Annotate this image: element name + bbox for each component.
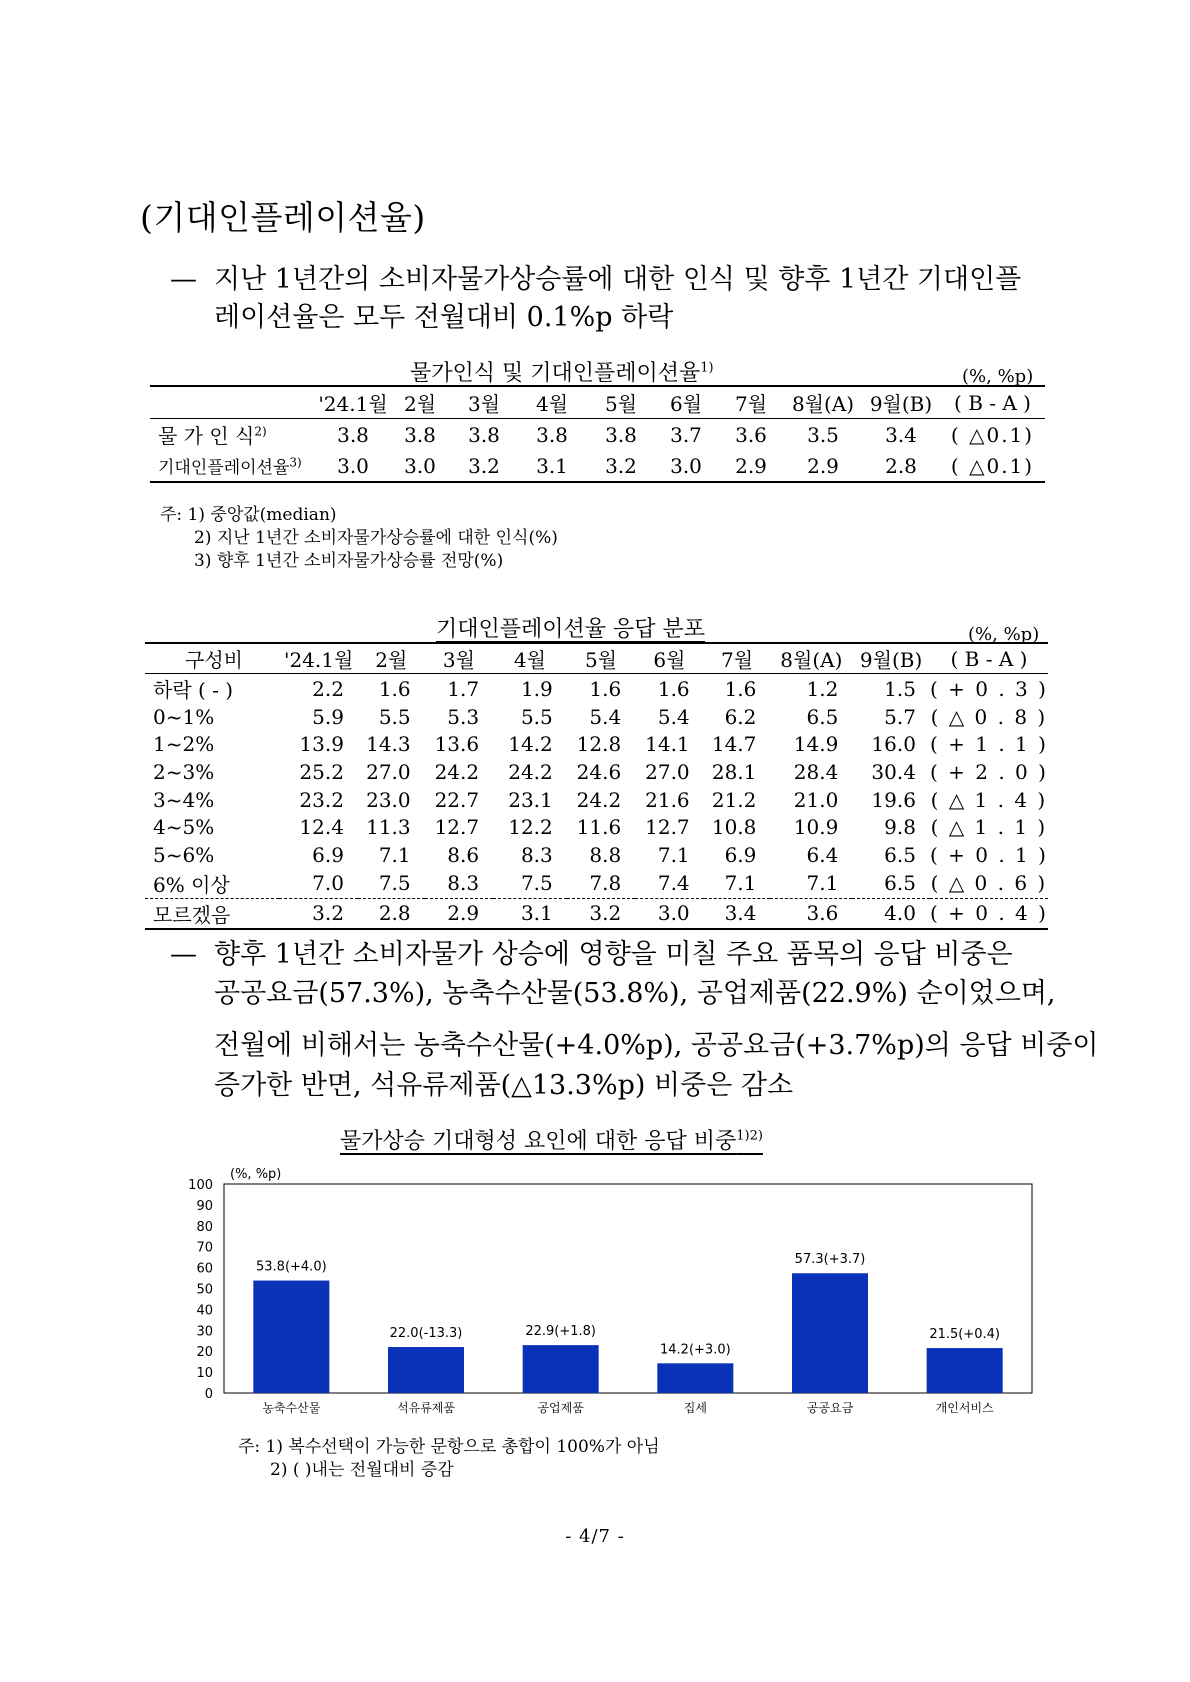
- table-1-note-2: 2) 지난 1년간 소비자물가상승률에 대한 인식(%): [194, 528, 558, 548]
- bullet-dash: —: [170, 939, 197, 970]
- table-cell: 3.0: [635, 898, 703, 929]
- bar: [253, 1281, 329, 1393]
- table-cell: 3.2: [279, 898, 358, 929]
- table-row: [150, 419, 1045, 451]
- table-cell: 16.0: [871, 732, 916, 757]
- change-cell: ( △ 0 . 6 ): [930, 871, 1048, 896]
- table-cell: 24.6: [576, 759, 622, 784]
- y-tick-label: 60: [196, 1261, 213, 1277]
- table-cell: 3.5: [807, 422, 839, 447]
- x-tick-label: 집세: [683, 1401, 707, 1415]
- table-cell: 1.6: [589, 676, 622, 701]
- table-row: [150, 450, 1045, 482]
- table-row: [145, 674, 1048, 704]
- table-2: [145, 642, 1048, 930]
- table-cell: 2.9: [807, 453, 839, 478]
- x-tick-label: 석유류제품: [397, 1401, 455, 1415]
- change-cell: ( + 0 . 4 ): [930, 898, 1048, 929]
- table-2-header: 5월: [567, 643, 635, 674]
- table-cell: 14.3: [366, 732, 411, 757]
- row-label: 하락 ( - ): [153, 678, 234, 702]
- table-cell: 12.7: [645, 815, 690, 840]
- bullet-2-line-4: 증가한 반면, 석유류제품(△13.3%p) 비중은 감소: [214, 1070, 794, 1101]
- table-cell: 1.2: [806, 676, 839, 701]
- change-cell: ( + 1 . 1 ): [929, 732, 1048, 757]
- table-1-header: 5월: [588, 386, 654, 419]
- table-cell: 13.6: [434, 732, 480, 757]
- table-cell: 3.4: [885, 422, 917, 447]
- table-cell: 3.0: [404, 453, 436, 478]
- table-cell: 1.6: [657, 676, 690, 701]
- bullet-2-text-1: 향후 1년간 소비자물가 상승에 영향을 미칠 주요 품목의 응답 비중은: [214, 939, 1013, 970]
- table-cell: 10.8: [711, 815, 757, 840]
- table-cell: 25.2: [299, 759, 344, 784]
- table-2-header: 4월: [493, 643, 567, 674]
- y-tick-label: 30: [196, 1324, 213, 1340]
- table-cell: 21.0: [793, 787, 839, 812]
- bullet-2-line-2: 공공요금(57.3%), 농축수산물(53.8%), 공업제품(22.9%) 순이었으며,: [214, 978, 1056, 1009]
- y-tick-label: 80: [196, 1219, 213, 1235]
- table-cell: 11.3: [366, 815, 411, 840]
- table-cell: 21.6: [645, 787, 690, 812]
- table-cell: 3.6: [735, 422, 767, 447]
- table-cell: 6.4: [806, 842, 839, 867]
- table-2-title: 기대인플레이션율 응답 분포: [436, 617, 706, 642]
- table-cell: 2.2: [312, 676, 344, 701]
- bar: [388, 1347, 464, 1393]
- table-cell: 21.2: [711, 787, 757, 812]
- change-cell: ( △ 1 . 1 ): [930, 815, 1048, 840]
- y-tick-label: 0: [204, 1387, 213, 1402]
- chart-title: [340, 1124, 763, 1155]
- table-1-header: 2월: [388, 386, 452, 419]
- table-cell: 6.2: [724, 704, 757, 729]
- table-cell: 14.1: [645, 732, 690, 757]
- table-cell: 7.1: [724, 871, 757, 896]
- table-row: [145, 898, 1048, 929]
- y-tick-label: 90: [196, 1198, 213, 1214]
- change-cell: ( △ 0 . 8 ): [930, 704, 1048, 729]
- table-cell: 14.9: [793, 732, 839, 757]
- table-2-header: 6월: [635, 643, 703, 674]
- table-cell: 5.5: [520, 704, 553, 729]
- row-label-text: 물 가 인 식: [158, 424, 255, 448]
- row-label: [150, 450, 318, 482]
- bullet-1-line-1: [170, 260, 1021, 300]
- table-cell: 3.6: [770, 898, 852, 929]
- table-cell: 3.8: [468, 422, 500, 447]
- row-label-note: 3): [289, 455, 302, 470]
- table-cell: 3.7: [670, 422, 702, 447]
- table-1-header: 6월: [654, 386, 718, 419]
- row-label-note: 2): [254, 424, 267, 439]
- table-cell: 1.6: [724, 676, 757, 701]
- table-2-header: 9월(B): [852, 643, 930, 674]
- bar: [657, 1363, 733, 1393]
- table-row: [145, 758, 1048, 786]
- table-cell: 4.0: [852, 898, 930, 929]
- row-label: 5~6%: [153, 842, 215, 867]
- table-cell: 7.0: [312, 871, 344, 896]
- table-cell: 23.1: [508, 787, 553, 812]
- table-row: [145, 813, 1048, 841]
- table-cell: 5.5: [378, 704, 411, 729]
- row-label: 6% 이상: [153, 872, 230, 897]
- x-tick-label: 공공요금: [806, 1401, 854, 1415]
- table-cell: 7.5: [378, 871, 411, 896]
- table-cell: 8.3: [520, 842, 553, 867]
- table-2-header: '24.1월: [279, 643, 358, 674]
- bullet-2-line-1: [170, 935, 1013, 975]
- table-cell: 3.4: [704, 898, 771, 929]
- data-label: 22.9(+1.8): [525, 1324, 596, 1340]
- row-label: 1~2%: [153, 732, 215, 757]
- data-label: 21.5(+0.4): [929, 1327, 1000, 1343]
- table-cell: 14.2: [508, 732, 553, 757]
- y-tick-label: 10: [196, 1366, 213, 1382]
- table-cell: 27.0: [645, 759, 690, 784]
- table-1-header: 8월(A): [784, 386, 862, 419]
- table-cell: 1.5: [884, 676, 916, 701]
- change-cell: ( △ 1 . 4 ): [930, 787, 1048, 812]
- table-cell: 3.1: [536, 453, 568, 478]
- table-cell: 7.1: [806, 871, 839, 896]
- table-cell: 3.2: [468, 453, 500, 478]
- table-cell: 28.1: [711, 759, 757, 784]
- table-cell: 7.8: [589, 871, 622, 896]
- table-row: [145, 869, 1048, 899]
- data-label: 22.0(-13.3): [389, 1326, 463, 1342]
- table-1-header: [150, 386, 318, 419]
- table-cell: 12.4: [299, 815, 344, 840]
- row-label: 모르겠음: [145, 898, 279, 929]
- data-label: 14.2(+3.0): [660, 1342, 731, 1358]
- change-cell: ( △0.1): [950, 453, 1035, 478]
- row-label-text: 기대인플레이션율: [158, 458, 290, 478]
- table-1-unit: (%, %p): [962, 366, 1034, 387]
- table-cell: 28.4: [793, 759, 839, 784]
- bar: [792, 1273, 868, 1393]
- table-cell: 3.0: [337, 453, 369, 478]
- table-1-note-1: 주: 1) 중앙값(median): [160, 505, 337, 525]
- table-cell: 3.8: [605, 422, 637, 447]
- table-cell: 7.4: [657, 871, 690, 896]
- table-1-title: [410, 356, 714, 387]
- table-cell: 9.8: [884, 815, 916, 840]
- table-cell: 6.5: [884, 871, 916, 896]
- bullet-2-line-3: 전월에 비해서는 농축수산물(+4.0%p), 공공요금(+3.7%p)의 응답 비중이: [214, 1030, 1099, 1061]
- table-cell: 6.5: [884, 842, 916, 867]
- table-cell: 8.6: [447, 842, 480, 867]
- bullet-1-line-2: 레이션율은 모두 전월대비 0.1%p 하락: [214, 302, 674, 333]
- y-tick-label: 70: [196, 1240, 213, 1256]
- bullet-dash: —: [170, 264, 197, 295]
- table-cell: 27.0: [366, 759, 411, 784]
- table-cell: 5.4: [589, 704, 622, 729]
- table-cell: 8.3: [447, 871, 480, 896]
- table-cell: 23.2: [299, 787, 344, 812]
- table-1: [150, 385, 1045, 483]
- table-cell: 14.7: [711, 732, 757, 757]
- table-cell: 19.6: [871, 787, 916, 812]
- table-cell: 12.8: [576, 732, 622, 757]
- table-1-note-3: 3) 향후 1년간 소비자물가상승률 전망(%): [194, 551, 504, 571]
- table-2-header: 3월: [425, 643, 493, 674]
- change-cell: ( + 2 . 0 ): [929, 759, 1048, 784]
- data-label: 53.8(+4.0): [256, 1259, 327, 1275]
- plot-frame: [224, 1184, 1032, 1393]
- table-cell: 12.2: [508, 815, 553, 840]
- change-cell: ( + 0 . 1 ): [929, 842, 1048, 867]
- table-cell: 24.2: [576, 787, 622, 812]
- table-2-header: ( B - A ): [930, 643, 1048, 674]
- table-1-header: ( B - A ): [940, 386, 1045, 419]
- table-cell: 24.2: [508, 759, 553, 784]
- table-1-header-row: [150, 386, 1045, 419]
- row-label: 3~4%: [153, 787, 215, 812]
- table-cell: 6.9: [312, 842, 344, 867]
- table-cell: 1.7: [447, 676, 480, 701]
- table-cell: 7.5: [520, 871, 553, 896]
- table-2-header: 8월(A): [770, 643, 852, 674]
- table-2-header: 2월: [358, 643, 425, 674]
- table-1-header: 4월: [516, 386, 588, 419]
- table-cell: 3.8: [536, 422, 568, 447]
- table-cell: 1.6: [378, 676, 411, 701]
- table-row: [145, 786, 1048, 814]
- table-1-title-text: 물가인식 및 기대인플레이션율: [410, 361, 701, 386]
- table-2-header: 구성비: [145, 643, 279, 674]
- table-cell: 5.9: [312, 704, 344, 729]
- table-cell: 11.6: [576, 815, 622, 840]
- table-1-header: 9월(B): [862, 386, 940, 419]
- y-tick-label: 20: [196, 1345, 213, 1361]
- data-label: 57.3(+3.7): [794, 1252, 866, 1268]
- table-cell: 3.2: [567, 898, 635, 929]
- table-cell: 5.4: [657, 704, 690, 729]
- table-cell: 13.9: [299, 732, 344, 757]
- table-cell: 24.2: [434, 759, 480, 784]
- table-cell: 3.8: [337, 422, 369, 447]
- row-label: 2~3%: [153, 759, 215, 784]
- table-cell: 3.0: [670, 453, 702, 478]
- y-tick-label: 40: [196, 1303, 213, 1319]
- table-cell: 5.3: [447, 704, 480, 729]
- table-2-unit: (%, %p): [968, 624, 1040, 645]
- table-cell: 8.8: [589, 842, 622, 867]
- x-tick-label: 농축수산물: [262, 1401, 321, 1415]
- chart-title-text: 물가상승 기대형성 요인에 대한 응답 비중: [340, 1129, 737, 1154]
- table-cell: 2.9: [735, 453, 767, 478]
- section-title: (기대인플레이션율): [140, 198, 426, 237]
- y-tick-label: 100: [188, 1178, 213, 1193]
- table-cell: 2.8: [885, 453, 917, 478]
- table-cell: 30.4: [871, 759, 916, 784]
- table-cell: 5.7: [884, 704, 916, 729]
- change-cell: ( △0.1): [950, 422, 1035, 447]
- table-1-header: '24.1월: [318, 386, 388, 419]
- table-cell: 12.7: [434, 815, 480, 840]
- row-label: [150, 419, 318, 451]
- x-tick-label: 개인서비스: [935, 1401, 994, 1415]
- bar: [927, 1348, 1003, 1393]
- table-cell: 7.1: [378, 842, 411, 867]
- table-cell: 23.0: [366, 787, 411, 812]
- table-1-header: 7월: [718, 386, 784, 419]
- table-row: [145, 841, 1048, 869]
- bullet-1-text-1: 지난 1년간의 소비자물가상승률에 대한 인식 및 향후 1년간 기대인플: [214, 264, 1022, 295]
- row-label: 4~5%: [153, 815, 215, 840]
- unit-label: (%, %p): [230, 1167, 282, 1182]
- table-cell: 2.9: [425, 898, 493, 929]
- table-cell: 3.2: [605, 453, 637, 478]
- y-tick-label: 50: [196, 1282, 213, 1298]
- chart-note-2: 2) ( )내는 전월대비 증감: [270, 1460, 454, 1480]
- page-number: - 4/7 -: [565, 1526, 625, 1547]
- table-cell: 2.8: [358, 898, 425, 929]
- chart-note-1: 주: 1) 복수선택이 가능한 문항으로 총합이 100%가 아님: [238, 1437, 660, 1457]
- table-row: [145, 703, 1048, 731]
- table-1-header: 3월: [452, 386, 516, 419]
- table-cell: 3.1: [493, 898, 567, 929]
- table-cell: 1.9: [520, 676, 553, 701]
- table-2-header-row: [145, 643, 1048, 674]
- x-tick-label: 공업제품: [537, 1401, 584, 1415]
- table-2-body: [145, 674, 1048, 929]
- row-label: 0~1%: [153, 704, 215, 729]
- table-cell: 7.1: [657, 842, 690, 867]
- table-cell: 6.5: [806, 704, 839, 729]
- table-2-header: 7월: [704, 643, 771, 674]
- table-1-title-note: 1): [700, 360, 714, 376]
- table-cell: 3.8: [404, 422, 436, 447]
- table-cell: 10.9: [793, 815, 839, 840]
- table-row: [145, 731, 1048, 759]
- bar: [523, 1345, 599, 1393]
- chart-title-note: 1)2): [736, 1128, 763, 1144]
- table-cell: 6.9: [724, 842, 757, 867]
- table-cell: 22.7: [434, 787, 480, 812]
- change-cell: ( + 0 . 3 ): [929, 676, 1048, 701]
